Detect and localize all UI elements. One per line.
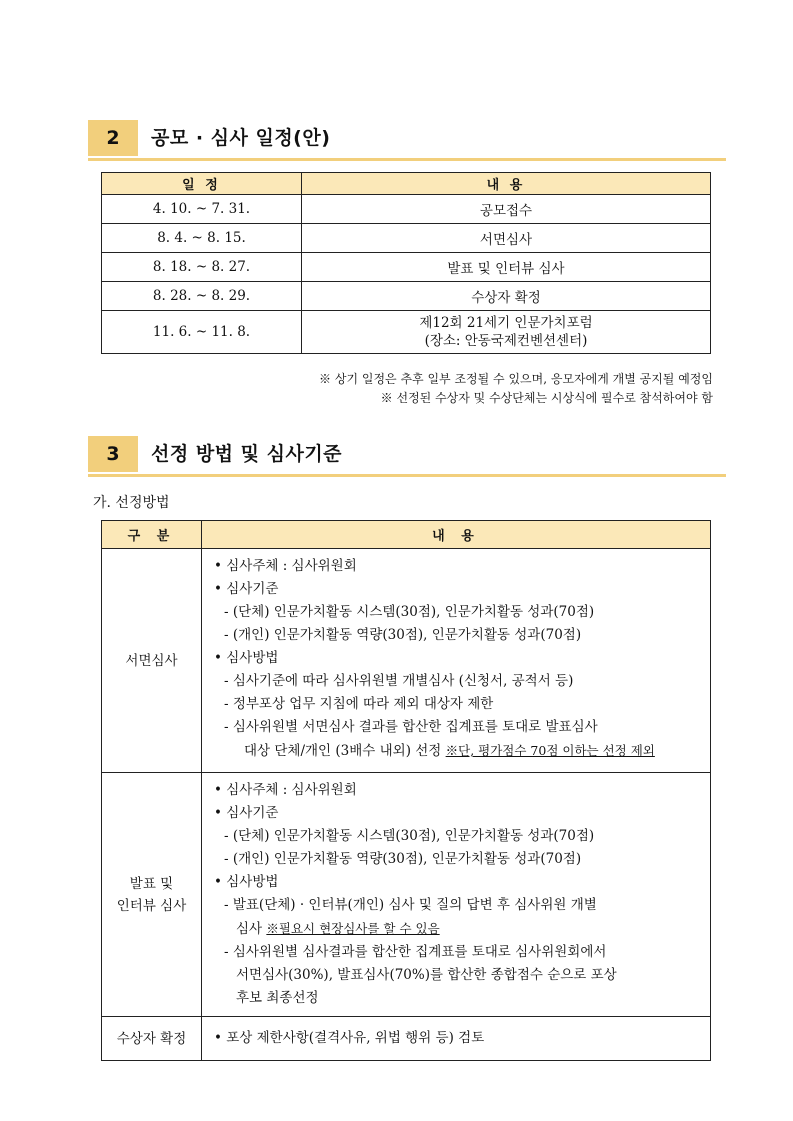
- section-rule: [88, 158, 726, 161]
- schedule-notes: [319, 370, 713, 408]
- content-cell: [202, 1017, 711, 1061]
- section-title: 선정 방법 및 심사기준: [151, 443, 343, 465]
- section-title: 공모 · 심사 일정(안): [151, 127, 331, 149]
- section-2-heading: [88, 120, 726, 160]
- onsite-note: ※필요시 현장심사를 할 수 있음: [266, 921, 440, 936]
- header-content: 내 용: [302, 173, 711, 195]
- category-line: 인터뷰 심사: [116, 897, 187, 914]
- content-cell: [202, 773, 711, 1017]
- schedule-date: 8. 28. ~ 8. 29.: [102, 282, 302, 311]
- list-item: - 심사위원별 서면심사 결과를 합산한 집계표를 토대로 발표심사: [224, 719, 598, 735]
- table-row: [102, 773, 711, 1017]
- table-row: [102, 253, 711, 282]
- list-item: [210, 917, 704, 941]
- table-row: [102, 1017, 711, 1061]
- schedule-content: 발표 및 인터뷰 심사: [302, 253, 711, 282]
- header-content: 내 용: [202, 521, 711, 549]
- table-row: [102, 224, 711, 253]
- schedule-date: 11. 6. ~ 11. 8.: [102, 311, 302, 354]
- schedule-date: 8. 4. ~ 8. 15.: [102, 224, 302, 253]
- table-header-row: [102, 521, 711, 549]
- list-item: - (단체) 인문가치활동 시스템(30점), 인문가치활동 성과(70점): [224, 828, 595, 844]
- list-item: - 심사위원별 심사결과를 합산한 집계표를 토대로 심사위원회에서: [224, 944, 607, 960]
- forum-venue: (장소: 안동국제컨벤션센터): [424, 333, 588, 349]
- schedule-content: 서면심사: [302, 224, 711, 253]
- table-row: [102, 195, 711, 224]
- header-date: 일 정: [102, 173, 302, 195]
- note-line: ※ 선정된 수상자 및 수상단체는 시상식에 필수로 참석하여야 함: [380, 391, 713, 405]
- schedule-content: 수상자 확정: [302, 282, 711, 311]
- category-line: 발표 및: [129, 875, 174, 892]
- list-item: 서면심사(30%), 발표심사(70%)를 합산한 종합점수 순으로 포상: [236, 967, 617, 983]
- schedule-date: 4. 10. ~ 7. 31.: [102, 195, 302, 224]
- content-cell: [202, 549, 711, 773]
- forum-name: 제12회 21세기 인문가치포럼: [419, 315, 593, 331]
- header-category: 구 분: [102, 521, 202, 549]
- list-item-text: 심사: [236, 921, 267, 937]
- table-row: [102, 282, 711, 311]
- list-item: - 정부포상 업무 지침에 따라 제외 대상자 제한: [224, 696, 494, 712]
- table-row: [102, 311, 711, 354]
- table-row: [102, 549, 711, 773]
- list-item: • 심사기준: [214, 581, 279, 597]
- criteria-table: [101, 520, 711, 1061]
- schedule-content: [302, 311, 711, 354]
- list-item: • 심사주체 : 심사위원회: [214, 558, 357, 574]
- category-cell: [102, 773, 202, 1017]
- note-line: ※ 상기 일정은 추후 일부 조정될 수 있으며, 응모자에게 개별 공지될 예정임: [319, 372, 713, 386]
- list-item: 후보 최종선정: [236, 990, 319, 1006]
- schedule-date: 8. 18. ~ 8. 27.: [102, 253, 302, 282]
- schedule-content: 공모접수: [302, 195, 711, 224]
- list-item: - (단체) 인문가치활동 시스템(30점), 인문가치활동 성과(70점): [224, 604, 595, 620]
- list-item: - 심사기준에 따라 심사위원별 개별심사 (신청서, 공적서 등): [224, 673, 574, 689]
- list-item: - (개인) 인문가치활동 역량(30점), 인문가치활동 성과(70점): [224, 627, 582, 643]
- list-item: • 심사주체 : 심사위원회: [214, 782, 357, 798]
- category-cell: 수상자 확정: [102, 1017, 202, 1061]
- list-item: - (개인) 인문가치활동 역량(30점), 인문가치활동 성과(70점): [224, 851, 582, 867]
- section-3-heading: [88, 436, 726, 476]
- category-cell: 서면심사: [102, 549, 202, 773]
- list-item: • 심사기준: [214, 805, 279, 821]
- list-item: • 심사방법: [214, 650, 279, 666]
- list-item: • 포상 제한사항(결격사유, 위법 행위 등) 검토: [214, 1030, 485, 1046]
- section-rule: [88, 474, 726, 477]
- section-number: 2: [88, 120, 138, 156]
- exclusion-note: ※단, 평가점수 70점 이하는 선정 제외: [445, 743, 655, 758]
- list-item: [210, 739, 704, 763]
- section-number: 3: [88, 436, 138, 472]
- list-item-text: 대상 단체/개인 (3배수 내외) 선정: [244, 743, 446, 759]
- list-item: • 심사방법: [214, 874, 279, 890]
- subheading: 가. 선정방법: [93, 495, 170, 511]
- schedule-table: [101, 172, 711, 354]
- table-header-row: [102, 173, 711, 195]
- list-item: - 발표(단체) · 인터뷰(개인) 심사 및 질의 답변 후 심사위원 개별: [224, 897, 597, 913]
